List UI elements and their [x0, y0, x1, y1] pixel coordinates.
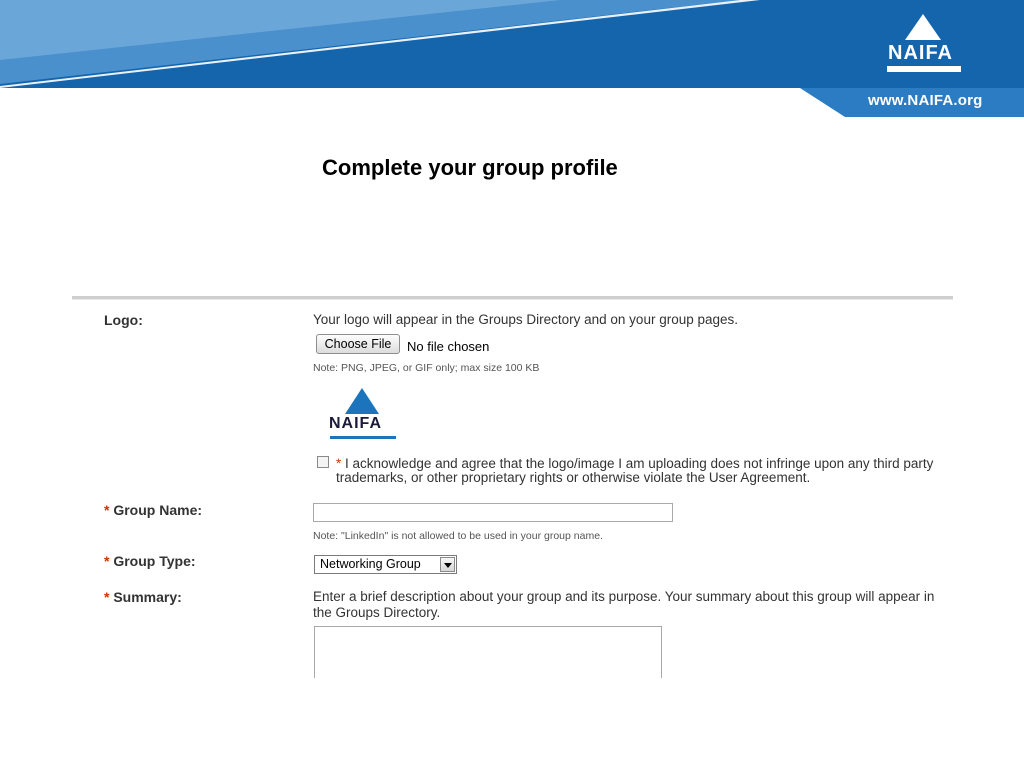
- acknowledge-checkbox[interactable]: [317, 456, 329, 468]
- logo-triangle-icon: [905, 14, 941, 40]
- summary-textarea[interactable]: [314, 626, 662, 678]
- logo-underline: [887, 66, 961, 72]
- preview-triangle-icon: [345, 388, 379, 414]
- summary-label: [104, 589, 182, 605]
- group-name-label-text: Group Name:: [113, 502, 203, 518]
- group-name-input[interactable]: [313, 503, 673, 522]
- required-marker: *: [104, 589, 110, 605]
- logo-label: Logo:: [104, 312, 143, 328]
- acknowledge-text: [336, 457, 953, 485]
- preview-wordmark: NAIFA: [329, 415, 382, 432]
- acknowledge-label: I acknowledge and agree that the logo/image I am uploading does not infringe upon any third party trademarks, or other proprietary rights or otherwise violate the User Agreement.: [336, 456, 934, 485]
- summary-description: Enter a brief description about your group and its purpose. Your summary about this group will appear in the Groups Directory.: [313, 589, 935, 620]
- choose-file-button[interactable]: Choose File: [316, 334, 400, 354]
- page-title: Complete your group profile: [322, 155, 618, 180]
- group-type-label-text: Group Type:: [113, 553, 196, 569]
- required-marker: *: [336, 456, 342, 471]
- required-marker: *: [104, 502, 110, 518]
- logo-wordmark: NAIFA: [888, 42, 953, 64]
- group-type-selected: Networking Group: [320, 557, 421, 571]
- group-name-note: Note: "LinkedIn" is not allowed to be used in your group name.: [313, 530, 603, 542]
- logo-preview: [327, 386, 407, 446]
- logo-note: Note: PNG, JPEG, or GIF only; max size 100 KB: [313, 362, 540, 374]
- naifa-logo-header: [884, 14, 964, 76]
- site-url[interactable]: www.NAIFA.org: [868, 92, 983, 109]
- group-type-select[interactable]: [314, 555, 457, 574]
- group-type-label: [104, 553, 196, 569]
- file-status: No file chosen: [407, 339, 490, 354]
- form-divider: [72, 296, 953, 300]
- group-name-label: [104, 502, 202, 518]
- chevron-down-icon[interactable]: [440, 557, 455, 572]
- preview-underline: [330, 436, 396, 439]
- logo-description: Your logo will appear in the Groups Directory and on your group pages.: [313, 312, 739, 327]
- group-profile-form: [72, 296, 953, 678]
- summary-label-text: Summary:: [113, 589, 182, 605]
- required-marker: *: [104, 553, 110, 569]
